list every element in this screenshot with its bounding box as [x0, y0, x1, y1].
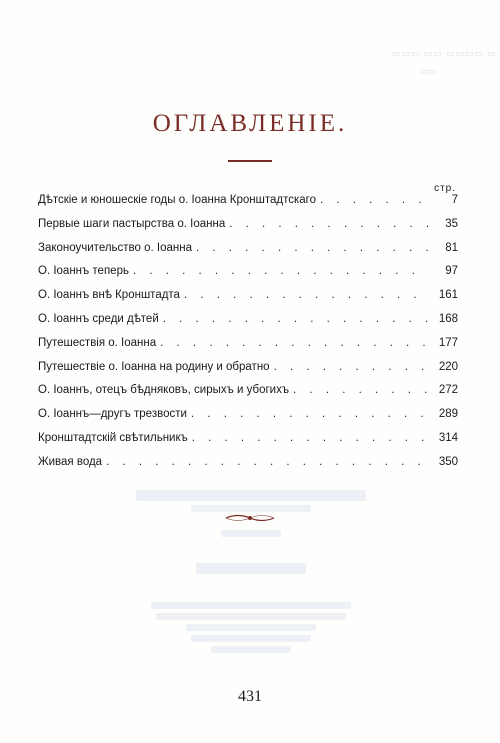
toc-entry-title: Первые шаги пастырства о. Іоанна — [38, 217, 226, 230]
page-title: ОГЛАВЛЕНІЕ. — [152, 110, 348, 137]
toc-entry[interactable] — [38, 432, 458, 456]
toc-entry-page: 97 — [445, 265, 458, 278]
toc-entry-page: 220 — [438, 360, 458, 373]
toc-entry-page: 350 — [438, 455, 458, 468]
toc-entry[interactable] — [38, 456, 458, 480]
dot-leader — [274, 361, 428, 373]
page-number: 431 — [238, 688, 262, 705]
table-of-contents — [38, 194, 458, 480]
toc-entry-title: Путешествія о. Іоанна — [38, 336, 157, 349]
toc-entry[interactable] — [38, 218, 458, 242]
toc-entry-page: 289 — [438, 408, 458, 421]
toc-entry-page: 81 — [445, 241, 458, 254]
dot-leader — [106, 456, 428, 468]
toc-entry-title: Живая вода — [38, 455, 103, 468]
toc-entry-page: 161 — [438, 289, 458, 302]
dot-leader — [191, 408, 428, 420]
dot-leader — [184, 289, 428, 301]
toc-entry-title: Путешествіе о. Іоанна на родину и обратно — [38, 360, 270, 373]
toc-entry-page: 177 — [438, 336, 458, 349]
bleed-through-text: ▭▭▭ ▭▭ ▭▭▭▭ ▭ — [392, 48, 497, 58]
toc-entry-title: О. Іоаннъ внѣ Кронштадта — [38, 289, 180, 302]
title-divider — [228, 160, 272, 162]
dot-leader — [229, 218, 428, 230]
toc-entry[interactable] — [38, 408, 458, 432]
bleed-through-text: ▭▭ — [420, 66, 438, 76]
dot-leader — [192, 432, 428, 444]
toc-entry[interactable] — [38, 313, 458, 337]
toc-entry[interactable] — [38, 289, 458, 313]
dot-leader — [133, 265, 428, 277]
toc-entry[interactable] — [38, 194, 458, 218]
toc-entry-page: 35 — [445, 217, 458, 230]
dot-leader — [160, 337, 428, 349]
toc-entry[interactable] — [38, 242, 458, 266]
page-column-label: стр. — [434, 183, 456, 194]
dot-leader — [320, 194, 428, 206]
toc-entry[interactable] — [38, 265, 458, 289]
dot-leader — [163, 313, 428, 325]
toc-entry-title: О. Іоаннъ теперь — [38, 265, 129, 278]
toc-entry-title: Кронштадтскій свѣтильникъ — [38, 431, 188, 444]
toc-entry-page: 7 — [451, 194, 458, 206]
toc-entry[interactable] — [38, 361, 458, 385]
toc-entry-page: 272 — [438, 384, 458, 397]
toc-entry[interactable] — [38, 384, 458, 408]
dot-leader — [196, 242, 428, 254]
toc-entry-title: О. Іоаннъ среди дѣтей — [38, 312, 159, 325]
toc-entry-title: О. Іоаннъ—другъ трезвости — [38, 408, 187, 421]
dot-leader — [293, 384, 428, 396]
toc-entry-page: 168 — [438, 312, 458, 325]
toc-entry[interactable] — [38, 337, 458, 361]
toc-entry-page: 314 — [438, 431, 458, 444]
ornament-flourish-icon — [224, 512, 276, 524]
toc-entry-title: О. Іоаннъ, отецъ бѣдняковъ, сирыхъ и убогихъ — [38, 384, 290, 397]
toc-entry-title: Дѣтскіе и юношескіе годы о. Іоанна Кронштадтскаго — [38, 194, 316, 206]
toc-entry-title: Законоучительство о. Іоанна — [38, 241, 192, 254]
